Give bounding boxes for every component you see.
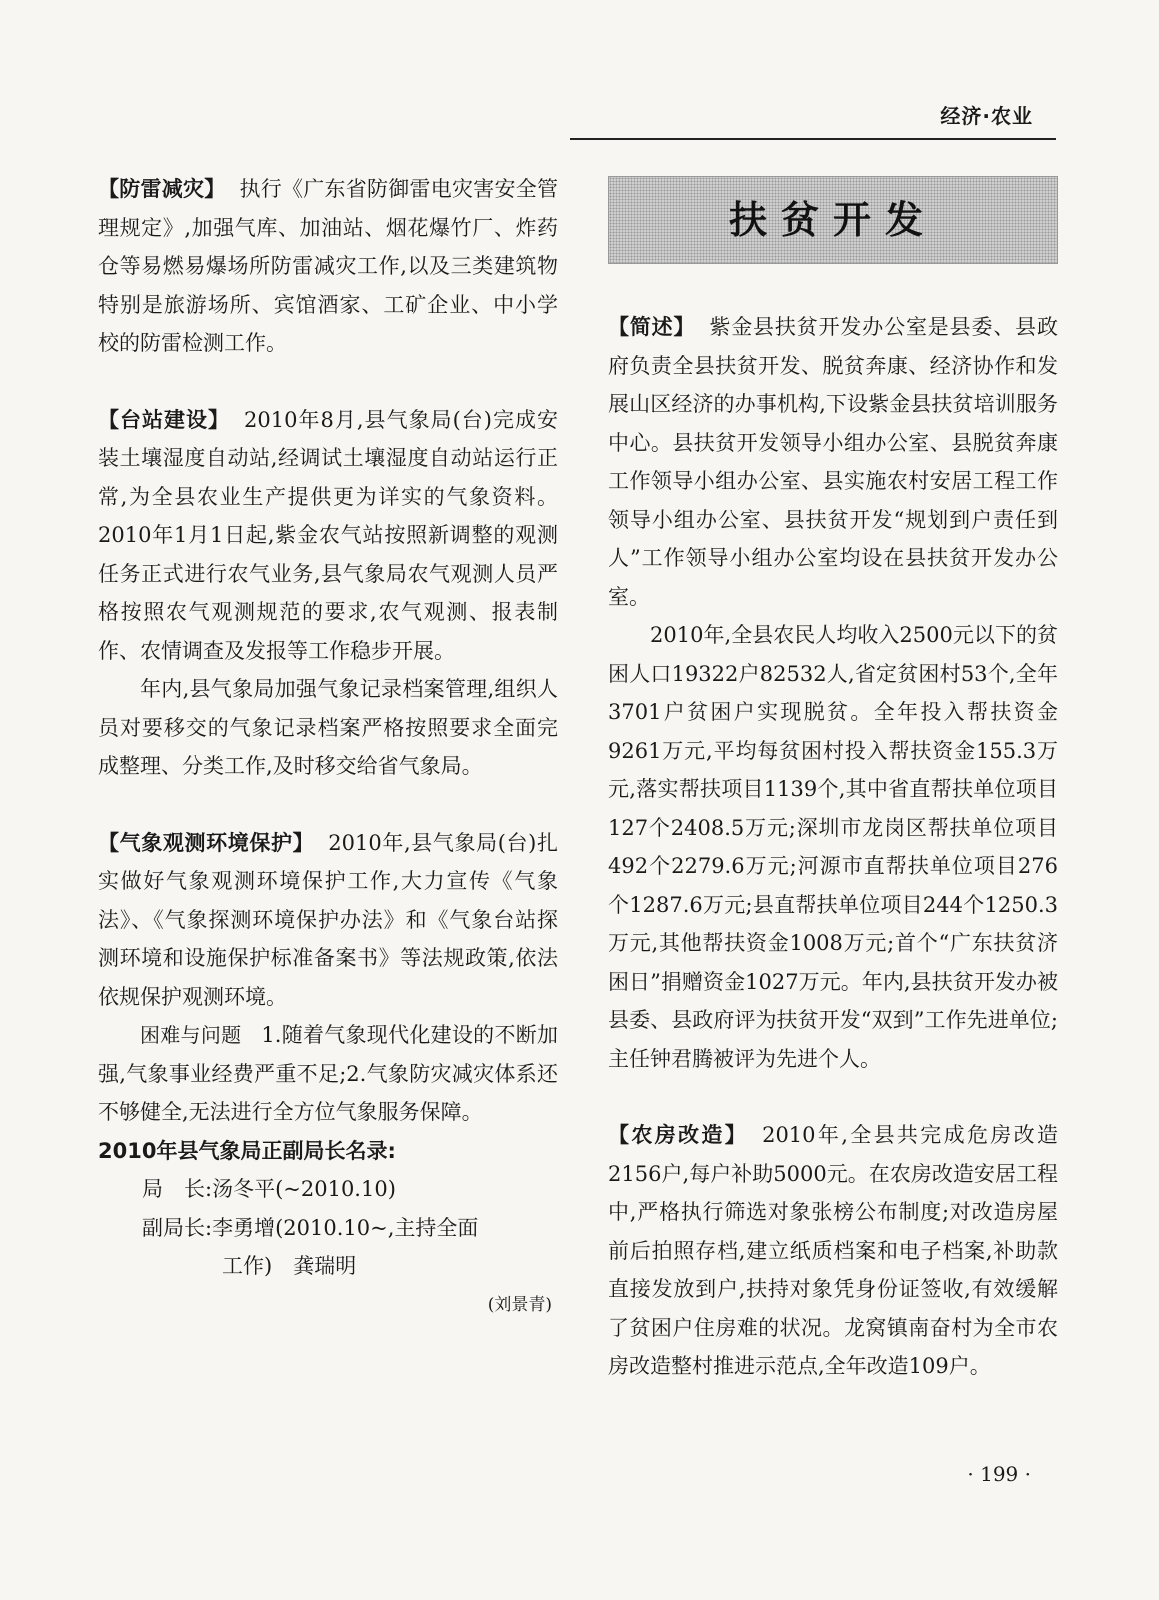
paragraph-poverty-stats: 2010年,全县农民人均收入2500元以下的贫困人口19322户82532人,省定贫困村53个,全年3701户贫困户实现脱贫。全年投入帮扶资金9261万元,平均每贫困村投入帮扶资金155.3万元,落实帮扶项目1139个,其中省直帮扶单位项目127个2408.5万元;深圳市龙岗区帮扶单位项目492个2279.6万元;河源市直帮扶单位项目276个1287.6万元;县直帮扶单位项目244个1250.3万元,其他帮扶资金1008万元;首个“广东扶贫济困日”捐赠资金1027万元。年内,县扶贫开发办被县委、县政府评为扶贫开发“双到”工作先进单位;主任钟君腾被评为先进个人。 [608, 623, 1058, 1071]
text-station: 2010年8月,县气象局(台)完成安装土壤湿度自动站,经调试土壤湿度自动站运行正常,为全县农业生产提供更为详实的气象资料。2010年1月1日起,紫金农气站按照新调整的观测任务正式进行农气业务,县气象局农气观测人员严格按照农气观测规范的要求,农气观测、报表制作、农情调查及发报等工作稳步开展。 [98, 407, 558, 663]
heading-problems: 困难与问题 [140, 1023, 242, 1047]
heading-housing: 【农房改造】 [608, 1123, 749, 1147]
heading-environment: 【气象观测环境保护】 [98, 830, 315, 855]
paragraph-archive: 年内,县气象局加强气象记录档案管理,组织人员对要移交的气象记录档案严格按照要求全面完成整理、分类工作,及时移交给省气象局。 [98, 677, 558, 778]
paragraph-housing [608, 1116, 1058, 1386]
heading-overview: 【简述】 [608, 315, 696, 339]
paragraph-environment [98, 824, 558, 1017]
text-environment: 2010年,县气象局(台)扎实做好气象观测环境保护工作,大力宣传《气象法》、《气象探测环境保护办法》和《气象台站探测环境和设施保护标准备案书》等法规政策,依法依规保护观测环境。 [98, 830, 558, 1009]
text-problems: 1.随着气象现代化建设的不断加强,气象事业经费严重不足;2.气象防灾减灾体系还不够健全,无法进行全方位气象服务保障。 [98, 1023, 559, 1124]
running-header: 经济·农业 [940, 104, 1033, 128]
paragraph-problems [98, 1016, 558, 1132]
roster-deputy-cont: 工作) 龚瑞明 [222, 1254, 357, 1278]
header-rule [570, 138, 1056, 140]
right-column [608, 170, 1058, 1386]
text-housing: 2010年,全县共完成危房改造2156户,每户补助5000元。在农房改造安居工程中,严格执行筛选对象张榜公布制度;对改造房屋前后拍照存档,建立纸质档案和电子档案,补助款直接发放到户,扶持对象凭身份证签收,有效缓解了贫困户住房难的状况。龙窝镇南奋村为全市农房改造整村推进示范点,全年改造109户。 [608, 1123, 1058, 1378]
section-title: 扶贫开发 [728, 197, 937, 242]
roster-director: 局 长:汤冬平(~2010.10) [142, 1177, 396, 1201]
text-overview: 紫金县扶贫开发办公室是县委、县政府负责全县扶贫开发、脱贫奔康、经济协作和发展山区经济的办事机构,下设紫金县扶贫培训服务中心。县扶贫开发领导小组办公室、县脱贫奔康工作领导小组办公室、县实施农村安居工程工作领导小组办公室、县扶贫开发“规划到户责任到人”工作领导小组办公室均设在县扶贫开发办公室。 [608, 315, 1059, 609]
paragraph-overview [608, 308, 1058, 616]
left-column [98, 170, 558, 1324]
roster-title: 2010年县气象局正副局长名录: [98, 1138, 396, 1163]
section-title-box [608, 176, 1058, 264]
roster-deputy: 副局长:李勇增(2010.10~,主持全面 [142, 1215, 479, 1240]
paragraph-station [98, 401, 558, 671]
paragraph-lightning [98, 170, 558, 363]
text-lightning: 执行《广东省防御雷电灾害安全管理规定》,加强气库、加油站、烟花爆竹厂、炸药仓等易燃易爆场所防雷减灾工作,以及三类建筑物特别是旅游场所、宾馆酒家、工矿企业、中小学校的防雷检测工作。 [98, 177, 558, 355]
page-number: · 199 · [967, 1462, 1031, 1486]
heading-lightning: 【防雷减灾】 [98, 177, 226, 201]
heading-station: 【台站建设】 [98, 407, 231, 432]
author-credit: (刘景青) [487, 1294, 552, 1315]
